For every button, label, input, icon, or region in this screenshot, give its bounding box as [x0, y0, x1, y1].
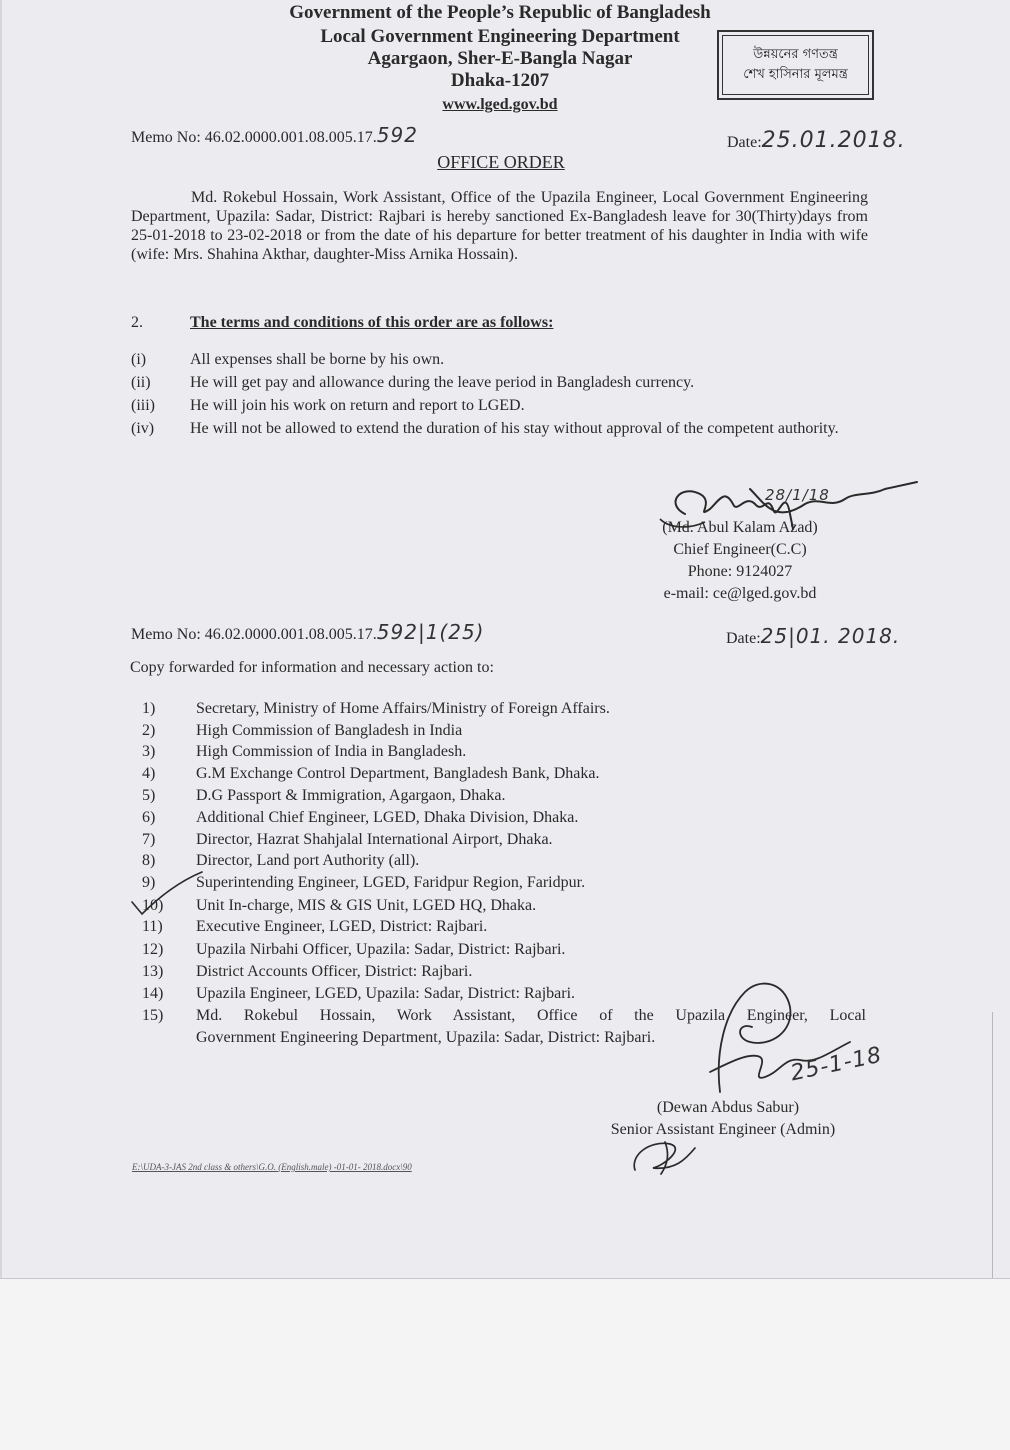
recipient-number: 12)	[142, 941, 164, 958]
footer-file-path: E:\UDA-3-JAS 2nd class & others\G.O. (English.male) -01-01- 2018.docx\90	[132, 1162, 412, 1172]
recipient-item	[0, 941, 1000, 961]
slogan-line-2: শেখ হাসিনার মূলমন্ত্র	[743, 67, 848, 82]
recipient-item	[0, 787, 1000, 807]
recipient-number: 2)	[142, 722, 156, 739]
signature-senior-assistant-engineer	[690, 972, 890, 1102]
checkmark-annotation-icon	[128, 868, 208, 918]
recipient-number: 15)	[142, 1007, 164, 1024]
recipient-text: Unit In-charge, MIS & GIS Unit, LGED HQ, Dhaka.	[196, 897, 537, 914]
recipient-text: Director, Hazrat Shahjalal International Airport, Dhaka.	[196, 831, 553, 848]
memo-number-1-label: Memo No: 46.02.0000.001.08.005.17.	[131, 129, 377, 146]
recipient-text-continuation: Government Engineering Department, Upazila: Sadar, District: Rajbari.	[196, 1029, 656, 1046]
recipient-text: G.M Exchange Control Department, Bangladesh Bank, Dhaka.	[196, 765, 600, 782]
memo-date-1	[727, 128, 906, 153]
recipient-number: 13)	[142, 963, 164, 980]
recipient-number: 10)	[142, 897, 164, 914]
signatory-1-designation: Chief Engineer(C.C)	[673, 541, 807, 558]
recipient-number: 4)	[142, 765, 156, 782]
slogan-stamp	[717, 30, 874, 100]
header-department: Local Government Engineering Department	[320, 26, 680, 47]
recipient-number: 11)	[142, 918, 163, 935]
copy-forward-intro: Copy forwarded for information and necessary action to:	[130, 659, 494, 676]
recipient-text: High Commission of India in Bangladesh.	[196, 743, 467, 760]
header-city: Dhaka-1207	[450, 70, 550, 91]
recipient-item	[0, 743, 1000, 763]
signature-senior-assistant-engineer-date: 25-1-18	[788, 1042, 885, 1087]
term-item	[0, 397, 1000, 417]
header-government: Government of the People’s Republic of Bangladesh	[289, 2, 711, 23]
recipient-text: Superintending Engineer, LGED, Faridpur Region, Faridpur.	[196, 874, 586, 891]
recipient-number: 14)	[142, 985, 164, 1002]
term-number: (iv)	[131, 420, 155, 437]
memo-date-1-label: Date:	[727, 134, 762, 151]
recipient-item	[0, 809, 1000, 829]
recipient-text: D.G Passport & Immigration, Agargaon, Dhaka.	[196, 787, 506, 804]
header-address: Agargaon, Sher-E-Bangla Nagar	[367, 48, 633, 69]
term-text: He will get pay and allowance during the leave period in Bangladesh currency.	[190, 374, 695, 391]
memo-number-2	[131, 620, 484, 644]
recipient-text: Upazila Nirbahi Officer, Upazila: Sadar, District: Rajbari.	[196, 941, 566, 958]
term-number: (iii)	[131, 397, 155, 414]
signatory-2-name: (Dewan Abdus Sabur)	[656, 1099, 800, 1116]
signatory-1-name: (Md. Abul Kalam Azad)	[662, 519, 818, 536]
slogan-stamp-inner	[722, 35, 869, 95]
page-left-edge	[0, 0, 2, 1278]
term-text: He will join his work on return and report to LGED.	[190, 397, 525, 414]
header-website-link[interactable]: www.lged.gov.bd	[442, 96, 558, 113]
page-right-edge	[992, 1012, 993, 1278]
memo-date-1-handwritten: 25.01.2018.	[761, 128, 906, 153]
memo-number-1-handwritten: 592	[376, 123, 418, 147]
recipient-text: Additional Chief Engineer, LGED, Dhaka Division, Dhaka.	[196, 809, 579, 826]
recipient-number: 6)	[142, 809, 156, 826]
section-number: 2.	[131, 314, 143, 331]
section-title: The terms and conditions of this order are as follows:	[190, 314, 554, 331]
memo-number-1	[131, 123, 418, 147]
body-paragraph: Md. Rokebul Hossain, Work Assistant, Office of the Upazila Engineer, Local Government Engineering Department, Upazila: Sadar, District: Rajbari is hereby sanctioned Ex-Bangladesh leave for 30(Thirty)days from 25-01-2018 to 23-02-2018 or from the date of his departure for better treatment of his daughter in India with wife (wife: Mrs. Shahina Akthar, daughter-Miss Arnika Hossain).	[131, 189, 868, 263]
term-item	[0, 420, 1000, 460]
term-number: (i)	[131, 351, 147, 368]
recipient-number: 7)	[142, 831, 156, 848]
recipient-text: Executive Engineer, LGED, District: Rajbari.	[196, 918, 488, 935]
recipient-text: Upazila Engineer, LGED, Upazila: Sadar, District: Rajbari.	[196, 985, 576, 1002]
recipient-item	[0, 831, 1000, 851]
slogan-line-1: উন্নয়নের গণতন্ত্র	[753, 47, 838, 62]
recipient-text: District Accounts Officer, District: Rajbari.	[196, 963, 473, 980]
recipient-item	[0, 722, 1000, 742]
signatory-1-block	[620, 517, 860, 605]
signatory-1-email: e-mail: ce@lged.gov.bd	[663, 585, 817, 602]
memo-date-2-label: Date:	[726, 630, 761, 647]
recipient-text: Director, Land port Authority (all).	[196, 852, 420, 869]
term-text: All expenses shall be borne by his own.	[190, 351, 445, 368]
recipient-text: High Commission of Bangladesh in India	[196, 722, 463, 739]
initials-mark	[625, 1130, 705, 1180]
recipient-number: 8)	[142, 852, 156, 869]
memo-date-2	[726, 624, 900, 648]
recipient-number: 3)	[142, 743, 156, 760]
memo-number-2-label: Memo No: 46.02.0000.001.08.005.17.	[131, 626, 377, 643]
recipient-item	[0, 765, 1000, 785]
recipient-item	[0, 700, 1000, 720]
term-number: (ii)	[131, 374, 151, 391]
header-website-wrap	[240, 93, 760, 116]
term-item	[0, 374, 1000, 394]
signature-chief-engineer-date: 28/1/18	[765, 486, 830, 504]
signatory-1-phone: Phone: 9124027	[687, 563, 793, 580]
recipient-text: Secretary, Ministry of Home Affairs/Ministry of Foreign Affairs.	[196, 700, 610, 717]
recipient-text: Md. Rokebul Hossain, Work Assistant, Office of the Upazila Engineer, Local	[196, 1007, 866, 1024]
recipient-item	[0, 918, 1000, 938]
memo-number-2-handwritten: 592|1(25)	[376, 620, 485, 644]
term-item	[0, 351, 1000, 371]
signatory-2-designation: Senior Assistant Engineer (Admin)	[610, 1121, 836, 1138]
recipient-number: 1)	[142, 700, 156, 717]
recipient-number: 9)	[142, 874, 156, 891]
recipient-number: 5)	[142, 787, 156, 804]
office-order-title: OFFICE ORDER	[437, 152, 565, 172]
memo-date-2-handwritten: 25|01. 2018.	[760, 624, 901, 648]
term-text: He will not be allowed to extend the duration of his stay without approval of the competent authority.	[190, 420, 839, 437]
